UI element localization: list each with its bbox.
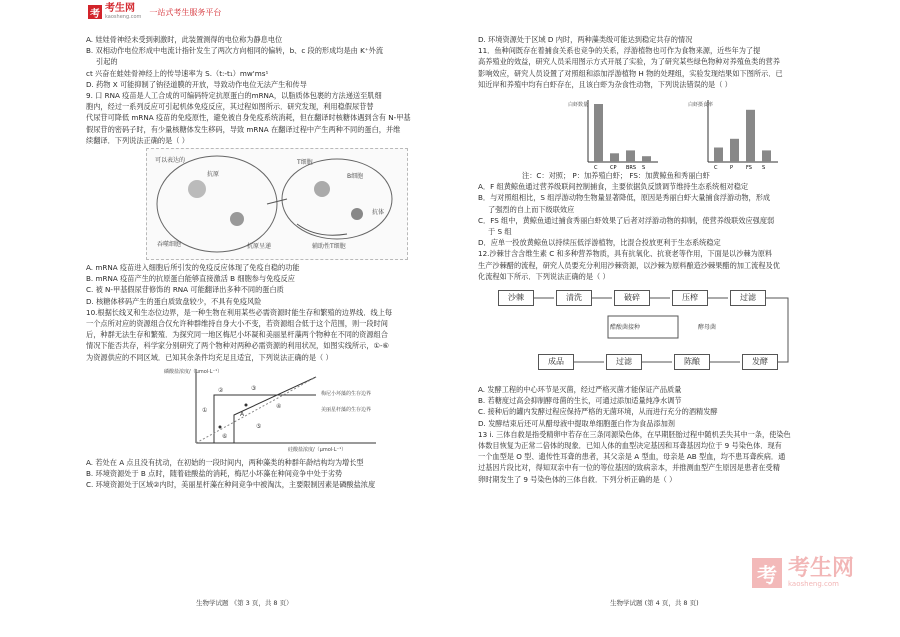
watermark-domain: kaosheng.com xyxy=(788,580,839,588)
q11-option-b-cont: 了强烈的自上而下级联效应 xyxy=(488,204,575,214)
q10-option-b: B. 环境资源处于 B 点时，随着硅酸盐的消耗，梅尼小坏藻在种间竞争中处于劣势 xyxy=(86,469,343,479)
q11-option-a: A．F 组黄鲸鱼通过营养级联间控制捕食，主要依据负反馈调节维持生态系统相对稳定 xyxy=(478,182,749,192)
q12-option-c: C. 接种后的罐内发酵过程应保持严格的无菌环境，从而进行充分的酒精发酵 xyxy=(478,407,718,417)
site-logo[interactable] xyxy=(88,4,221,20)
q10-option-d: D. 环境资源处于区域 D 内时，两种藻类级可能达到稳定共存的情况 xyxy=(478,35,693,44)
flow-arrows xyxy=(498,282,798,382)
bar xyxy=(714,148,723,163)
logo-icon: 考 xyxy=(88,5,102,19)
q8-option-b-cont: 引起的 xyxy=(96,57,118,67)
fig1-label: 吞噬细胞 xyxy=(157,241,182,249)
bar xyxy=(626,150,635,162)
flow-diagram xyxy=(498,282,798,382)
region-label: ⑥ xyxy=(222,432,228,440)
region-label: ① xyxy=(202,406,208,414)
region-label: ④ xyxy=(276,402,282,410)
q12-option-b: B. 若糖度过高会抑制酵母菌的生长，可通过添加适量纯净水调节 xyxy=(478,396,682,406)
q11-option-b: B．与对照组相比，S 组浮游动物生物量显著降低，原因是秀丽白虾大量捕食浮游动物，形成 xyxy=(478,193,771,203)
q11-line: 知近岸和养殖中均有白虾存在，且该白虾为杂食性动物，下列说法错误的是（ ） xyxy=(478,79,732,89)
flow-step: 发酵 xyxy=(742,354,778,370)
fig1-label: B细胞 xyxy=(347,173,364,181)
q10-line: 为资源供应的不同区域．已知其余条件均充足且适宜，下列说法正确的是（ ） xyxy=(86,352,333,362)
fig1-label: 抗原 xyxy=(207,171,220,179)
q10-option-c: C. 环境资源处于区域②内时，美丽星杆藻在种间竞争中被淘汰，主要限制因素是磷酸盐浓度 xyxy=(86,480,376,490)
bar-label: P xyxy=(730,165,734,171)
q9-line: 代尿苷可降低 mRNA 疫苗的免疫原性，避免被自身免疫系统消耗，但在翻译时核糖体遇到含有 N-甲基 xyxy=(86,113,411,123)
logo-slogan: 一站式考生服务平台 xyxy=(149,7,222,17)
q8-option-b: B. 双相动作电位形成中电流计指针发生了两次方向相同的偏转，b、c 段的形成均是由 K⁺外流 xyxy=(86,46,384,56)
region-label: ⑤ xyxy=(256,422,262,430)
q11-option-c: C．FS 组中，黄鲸鱼通过捕食秀丽白虾效果了后者对浮游动物的抑制，使营养级联效应强度弱 xyxy=(478,215,775,225)
q9-line: 假尿苷的密码子时，有少量核糖体发生移码，导致 mRNA 在翻译过程中产生两种不同的蛋白，并维 xyxy=(86,124,401,134)
q11-line: 影响效应，研究人员设置了对照组和添加浮游植物 H 物的处理组，实验发现结果如下图所示．已 xyxy=(478,68,783,78)
flow-step: 陈酿 xyxy=(674,354,710,370)
region-label: ② xyxy=(218,386,224,394)
q9-line: 胞内，经过一系列反应可引起机体免疫反应，其过程如图所示．研究发现，利用稳假尿苷替 xyxy=(86,102,374,112)
q11-option-c-cont: 于 S 组 xyxy=(488,227,512,237)
fig1-label: 辅助性T细胞 xyxy=(312,243,346,251)
q13-line: 卵时期发生了 9 号染色体的三体自救．下列分析正确的是（ ） xyxy=(478,474,677,484)
flow-step: 压榨 xyxy=(672,290,708,306)
bar-label: CP xyxy=(610,165,617,171)
q9-option-b: B. mRNA 疫苗产生的抗原蛋白能够直接激活 B 细胞参与免疫反应 xyxy=(86,274,295,284)
q13-line: 体数目恢复为正常二倍体的现象．已知人体的血型决定基因和耳聋基因均位于 9 号染色体．现有 xyxy=(478,441,782,451)
q13-line: 13 i. 三体自救是指受精卵中若存在三条同源染色体，在早期胚胎过程中随机丢失其中一条，使染色 xyxy=(478,429,791,439)
q10-line: 10.根据长线叉和生态位边界，是一种生物在利用某些必需资源时能生存和繁殖的边界线．线上每 xyxy=(86,307,393,317)
page-footer-right: 生物学试题 (第 4 页，共 8 页) xyxy=(610,599,699,607)
chart-legend: 梅尼小坏藻的生存边界 xyxy=(321,390,372,397)
bar xyxy=(730,139,739,162)
logo-domain: kaosheng.com xyxy=(105,14,142,20)
fig2-note: 注：C：对照； P：加养殖白虾； FS：加黄鲸鱼和秀丽白虾 xyxy=(522,171,710,181)
bar xyxy=(746,110,755,162)
shrimp-figure xyxy=(568,92,838,171)
q9-option-a: A. mRNA 疫苗进入细胞后所引发的免疫反应体现了免疫自稳的功能 xyxy=(86,263,300,273)
fig1-label: 抗体 xyxy=(372,209,385,217)
flow-mid-label: 醋酸菌接种 xyxy=(610,324,641,332)
mrna-vaccine-figure xyxy=(146,148,408,260)
q8-option-d: D. 药物 X 可能抑制了钠径道膜的开放，导致动作电位无法产生和传导 xyxy=(86,79,307,89)
q10-line: 后，种群无法生存和繁殖．为探究同一地区梅尼小坏凝和美丽星杆藻两个物种在不同的资源组合 xyxy=(86,330,388,340)
chart-legend: 美丽星杆藻的生存边界 xyxy=(321,406,372,413)
fig2-left-ylabel: 白虾数量 xyxy=(568,102,589,109)
logo-name: 考生网 xyxy=(105,3,135,14)
flow-step: 沙棘 xyxy=(498,290,534,306)
left-column xyxy=(86,34,446,490)
bar-label: FS xyxy=(746,165,752,171)
resource-chart-svg xyxy=(176,365,406,455)
fig2-right-ylabel: 白虾摄食率 xyxy=(688,102,714,109)
flow-step: 过滤 xyxy=(606,354,642,370)
q9-line: 9. 口 RNA 疫苗是人工合成的可编码特定抗原蛋白的mRNA，以脂质体包裹的方法递送至肌细 xyxy=(86,91,382,101)
flow-step: 清洗 xyxy=(556,290,592,306)
bar xyxy=(594,104,603,162)
q11-line: 11．鱼种间既存在着捕食关系也竞争的关系，浮游植物也可作为食物来源，近些年为了提 xyxy=(478,46,761,56)
bar-label: C xyxy=(714,165,718,171)
right-column xyxy=(478,34,838,485)
q12-option-a: A. 发酵工程的中心环节是灭菌，经过严格灭菌才能保证产品质量 xyxy=(478,385,682,395)
q10-line: 一个点所对应的资源组合仅允许种群维持自身大小不变，若资源组合低于这个范围，则一段时间 xyxy=(86,319,388,329)
bar xyxy=(762,150,771,162)
bar-label: C xyxy=(594,165,598,171)
flow-step: 过滤 xyxy=(730,290,766,306)
q9-option-d: D. 核糖体移码产生的蛋白质致盘较少，不具有免疫风险 xyxy=(86,296,262,306)
bar xyxy=(610,153,619,162)
q8-option-a: A. 娃娃骨神经未受到刺激时，此装置测得的电位称为静息电位 xyxy=(86,35,283,44)
bar xyxy=(642,156,651,162)
q11-option-d: D．应单一投放黄鲸鱼以持续压低浮游植物，比混合投放更利于生态系统稳定 xyxy=(478,238,721,248)
chart-ylabel: 磷酸盐浓度/（μmol·L⁻¹） xyxy=(164,368,223,375)
q12-line: 化流程如下所示．下列说法正确的是（ ） xyxy=(478,271,610,281)
bar-label: S xyxy=(642,165,646,171)
fig1-label: 可以表达的 xyxy=(155,157,186,165)
q11-line: 高养殖业的效益，研究人员采用图示方式开展了实验，为了研究某些绿色物种对养殖鱼类的营养 xyxy=(478,57,780,67)
q12-line: 12.沙棘甘含含维生素 C 和多种营养物质，具有抗氧化、抗衰老等作用，下面是以沙棘为原料 xyxy=(478,249,773,259)
q12-line: 生产沙棘醋的流程，研究人员要充分利用沙棘资源，以沙棘为原料酿造沙棘果醋的加工流程及优 xyxy=(478,260,780,270)
flow-mid-label: 酵母菌 xyxy=(698,324,717,332)
q13-line: 一个血型是 O 型、遗传性耳聋的患者，其父亲是 A 型血，母亲是 AB 型血，均不患耳聋疾病．通 xyxy=(478,452,786,462)
flow-step: 破碎 xyxy=(614,290,650,306)
q10-option-a: A. 若处在 A 点且没有扰动，在初始的一段时间内，两种藻类的种群年龄结构均为增长型 xyxy=(86,457,364,467)
q9-line: 续翻译．下列说法正确的是（ ） xyxy=(86,135,189,145)
watermark-logo xyxy=(752,558,854,588)
resource-chart xyxy=(164,365,406,455)
bar-label: BRS xyxy=(626,165,637,171)
q12-option-d: D. 发酵结束后还可从醋母液中提取单细胞蛋白作为食品添加剂 xyxy=(478,418,675,428)
cell-diagram xyxy=(147,149,407,259)
watermark-icon: 考 xyxy=(752,558,782,588)
chart-xlabel: 硅酸盐浓度/（μmol·L⁻¹） xyxy=(288,446,347,453)
q8-option-c: ct 兴奋在蛙娃骨神经上的传导速率为 S.（t:-t₁）mw'ms¹ xyxy=(86,68,269,78)
watermark-name: 考生网 xyxy=(788,556,855,581)
flow-step: 成品 xyxy=(538,354,574,370)
q13-line: 过基因片段比对，得知双亲中有一位的等位基因的致病亲本，并推测血型产生原因是患者在受精 xyxy=(478,463,780,473)
fig1-label: T细胞 xyxy=(297,159,313,167)
fig1-label: 抗原呈递 xyxy=(247,243,272,251)
region-label: ③ xyxy=(251,384,257,392)
bar-label: S xyxy=(762,165,766,171)
page-footer-left: 生物学试题 《第 3 页，共 8 页） xyxy=(196,599,293,607)
q10-line: 情况下能否共存，科学家分别研究了两个物种对两种必需资源的利用状况，如图实线所示，①-⑥ xyxy=(86,341,389,351)
q9-option-c: C. 被 N-甲基假尿苷修饰的 RNA 可能翻译出多种不同的蛋白质 xyxy=(86,285,284,295)
point-a-label: A xyxy=(240,410,245,418)
